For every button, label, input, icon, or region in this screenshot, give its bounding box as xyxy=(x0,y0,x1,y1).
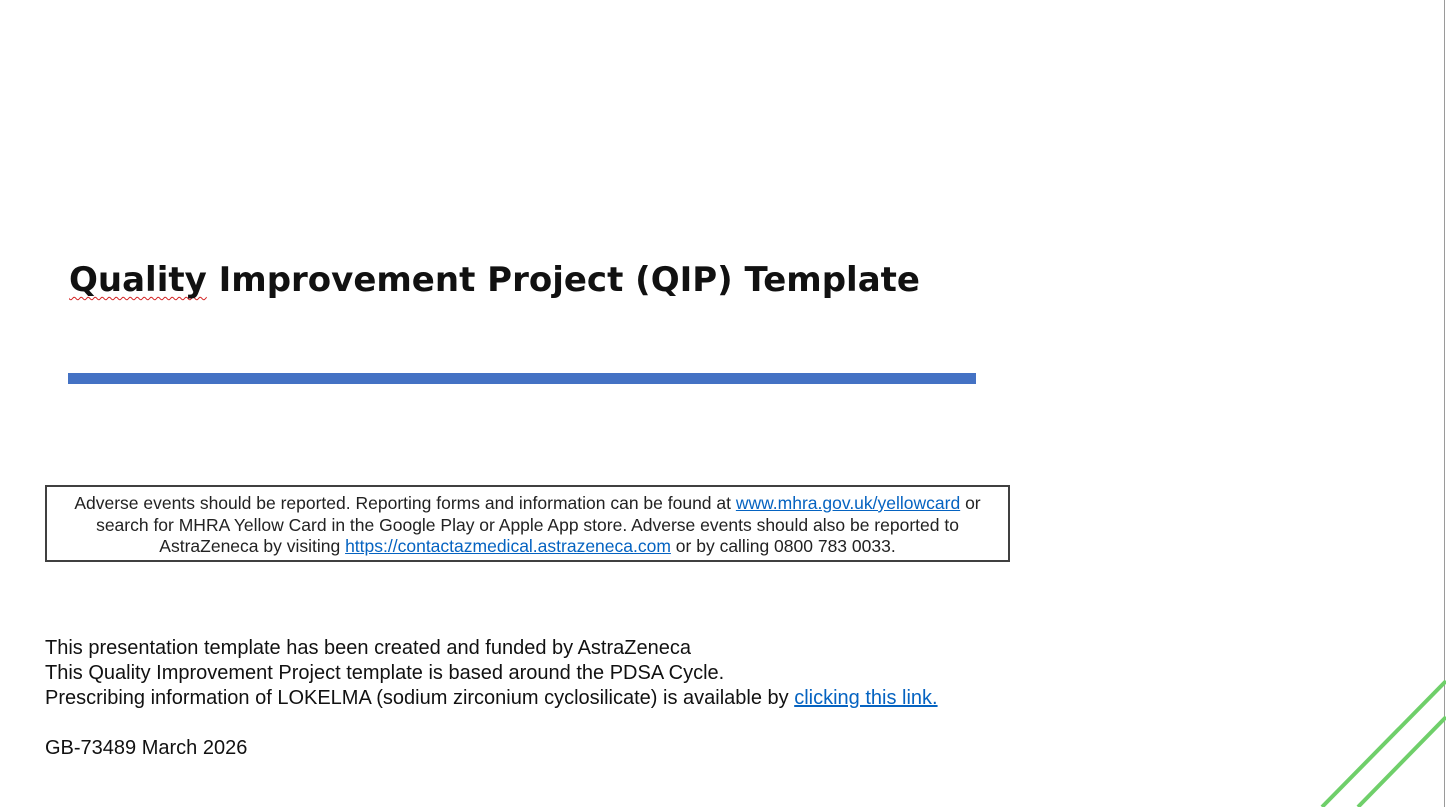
decorative-stripes xyxy=(1300,670,1446,807)
deco-stripe-1 xyxy=(1322,681,1446,807)
prescribing-info-link[interactable]: clicking this link. xyxy=(794,687,938,709)
slide-title-rest: Improvement Project (QIP) Template xyxy=(206,260,920,300)
adverse-events-box xyxy=(45,485,1010,562)
template-info xyxy=(45,636,938,711)
slide-title[interactable] xyxy=(69,256,920,304)
title-accent-bar xyxy=(68,373,976,384)
info-line-funding: This presentation template has been created and funded by AstraZeneca xyxy=(45,637,691,659)
spellcheck-flagged-word[interactable]: Quality xyxy=(69,260,207,300)
job-code: GB-73489 March 2026 xyxy=(45,737,248,759)
adverse-events-text-part3: or by calling 0800 783 0033. xyxy=(670,536,896,557)
mhra-yellowcard-link[interactable]: www.mhra.gov.uk/yellowcard xyxy=(735,493,961,513)
info-line-prescribing xyxy=(45,686,938,711)
deco-stripe-2 xyxy=(1358,717,1446,807)
prescribing-text: Prescribing information of LOKELMA (sodium zirconium cyclosilicate) is available by xyxy=(45,687,795,709)
info-line-pdsa: This Quality Improvement Project template is based around the PDSA Cycle. xyxy=(45,662,725,684)
adverse-events-text xyxy=(47,493,1008,558)
adverse-events-text-part1: Adverse events should be reported. Reporting forms and information can be found at xyxy=(74,493,736,513)
astrazeneca-medical-link[interactable]: https://contactazmedical.astrazeneca.com xyxy=(345,536,671,557)
adverse-events-text-part2: or search for MHRA Yellow Card in the Google Play or Apple App store. Adverse events should also be reported to AstraZeneca by visiting xyxy=(96,493,981,557)
